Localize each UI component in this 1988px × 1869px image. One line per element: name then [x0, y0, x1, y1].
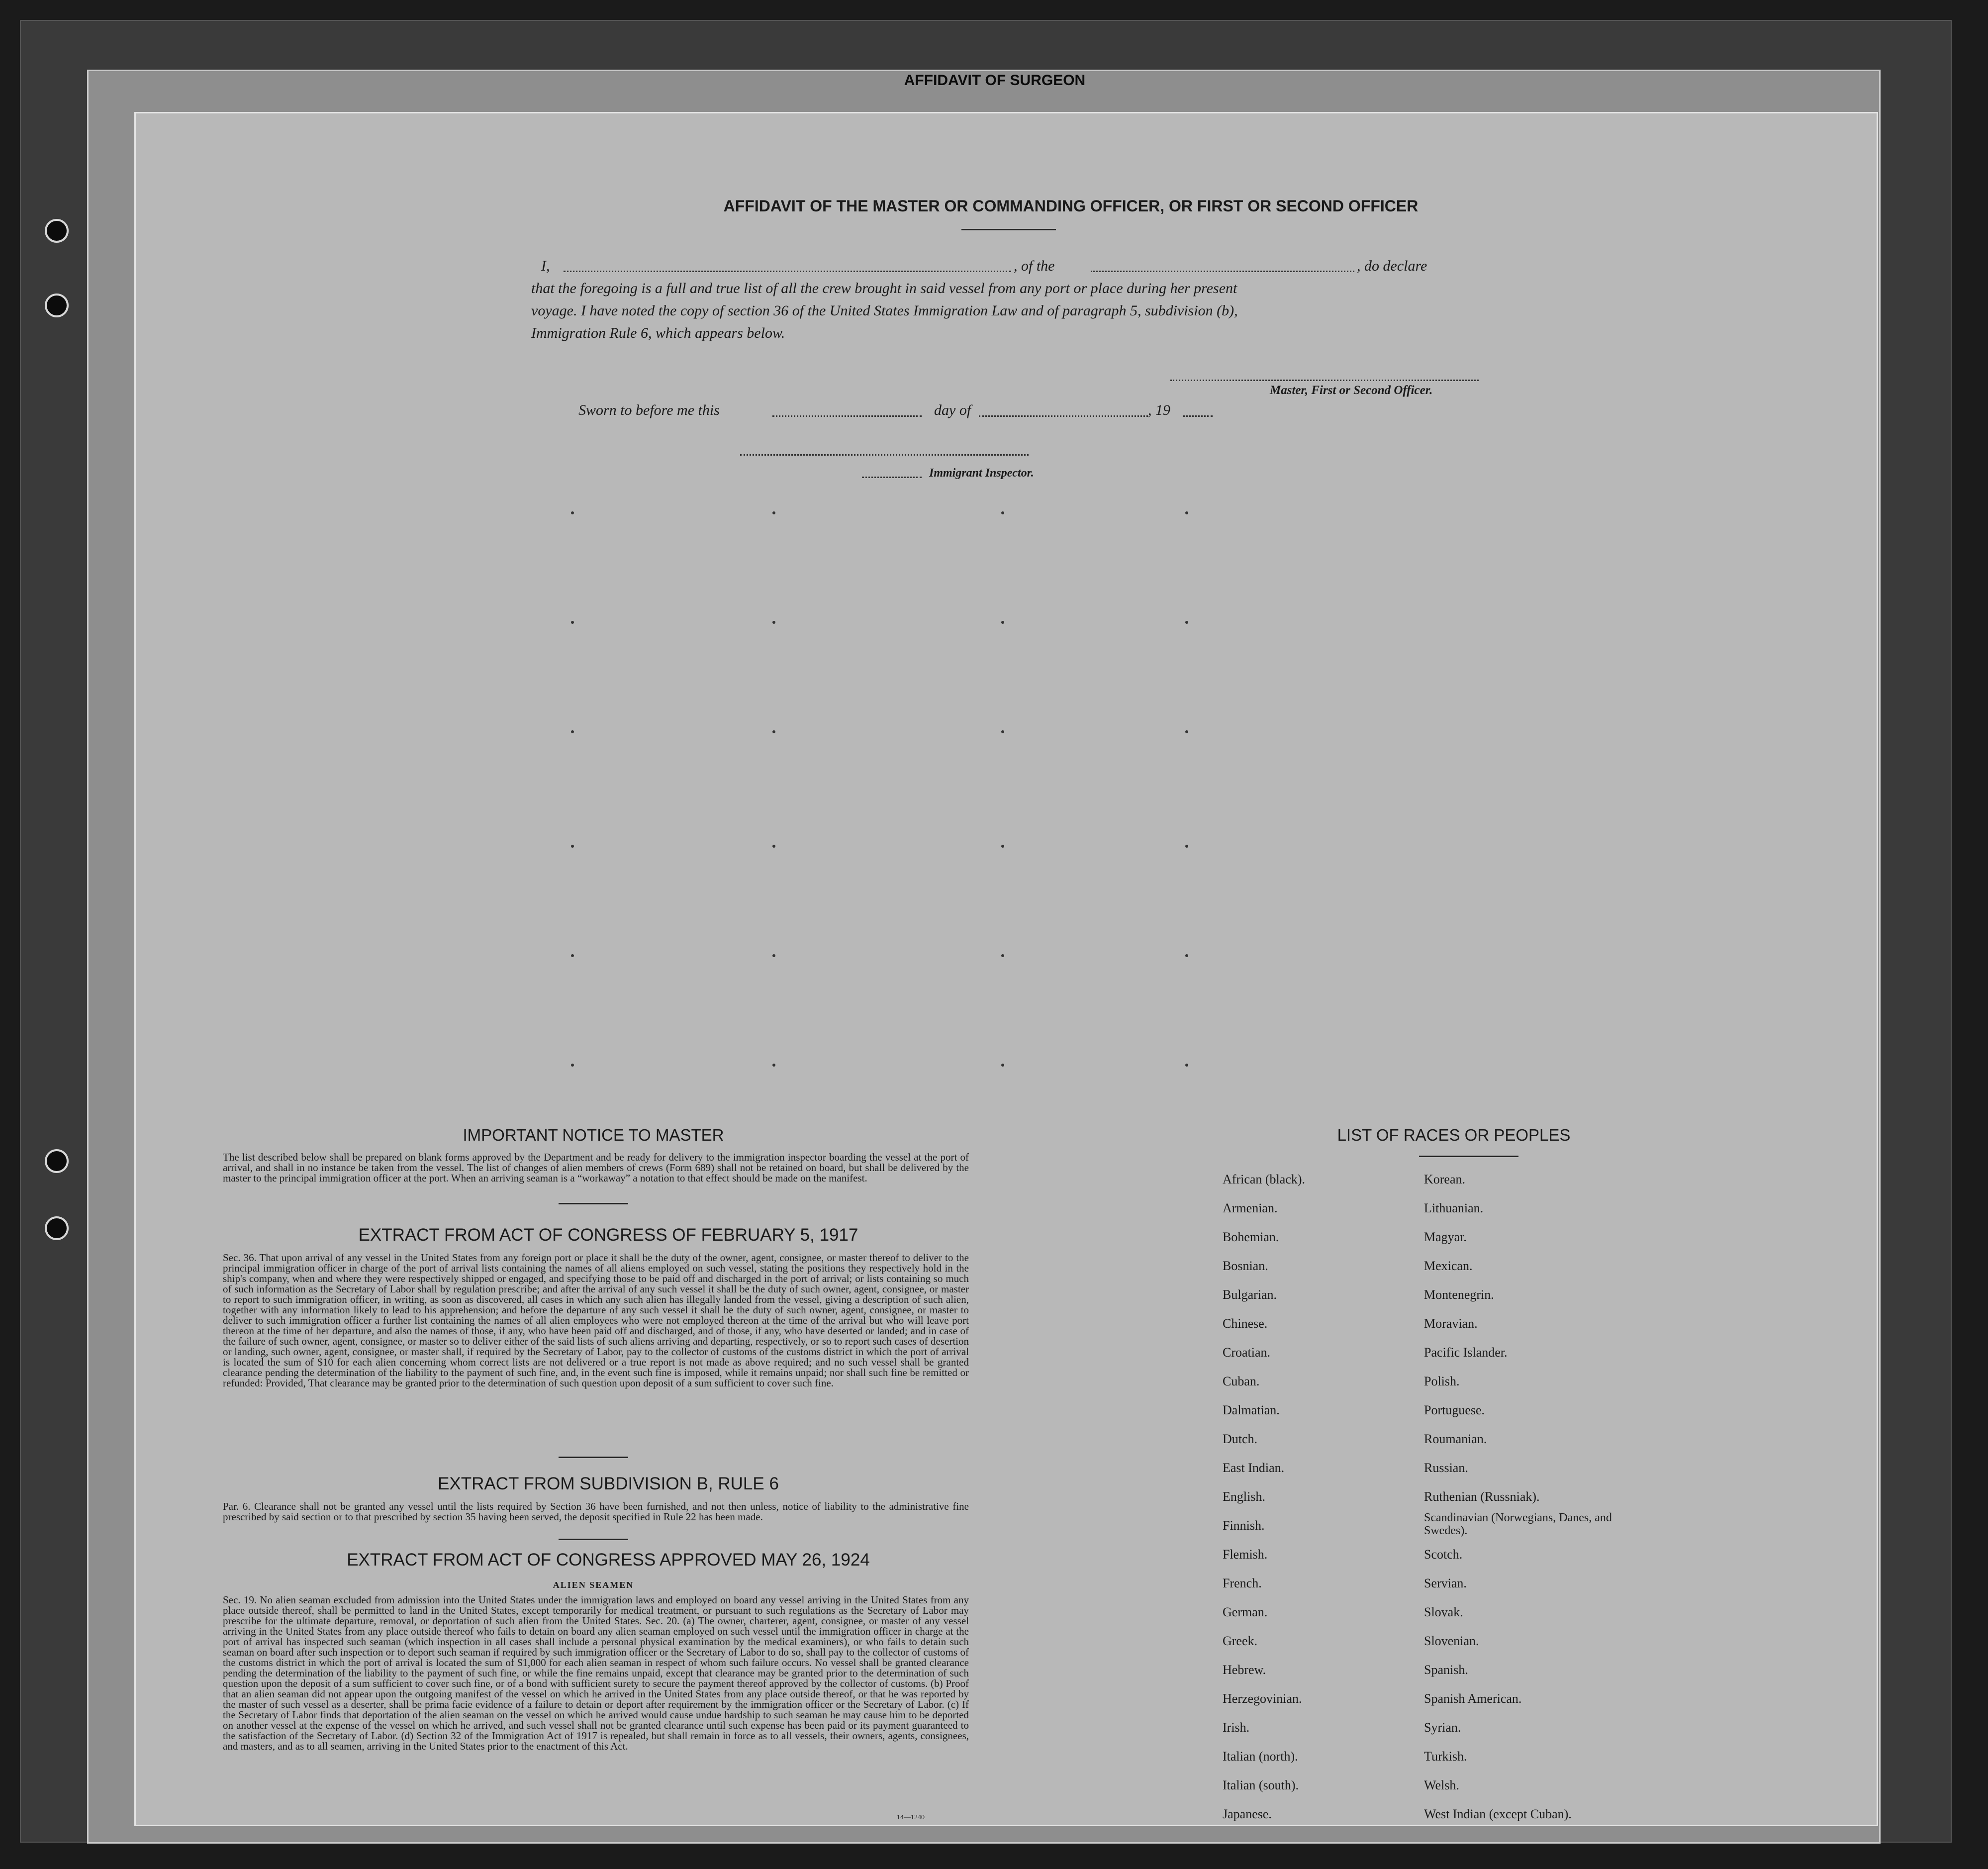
inspector-signature-label: Immigrant Inspector. — [929, 467, 1034, 480]
race-item: Servian. — [1424, 1576, 1467, 1590]
race-item: Cuban. — [1223, 1374, 1260, 1388]
race-item: Pacific Islander. — [1424, 1345, 1508, 1360]
extract-rule6-title: EXTRACT FROM SUBDIVISION B, RULE 6 — [438, 1474, 779, 1493]
race-item: East Indian. — [1223, 1461, 1285, 1475]
race-item: Italian (south). — [1223, 1778, 1299, 1792]
race-item: Roumanian. — [1424, 1432, 1487, 1446]
extract-1917-title: EXTRACT FROM ACT OF CONGRESS OF FEBRUARY 5, 1917 — [358, 1225, 858, 1245]
punch-hole — [45, 1149, 69, 1173]
extract-1924-body: Sec. 19. No alien seaman excluded from admission into the United States under the immigration laws and employed on board any vessel arriving in the United States from any place outside thereof, shall be permitted to land in the United States, except temporarily for medical treatment, or pursuant to such regulations as the Secretary of Labor may prescribe for the ultimate departure, removal, or deportation of such alien from the United States. Sec. 20. (a) The owner, charterer, agent, consignee, or master of any vessel arriving in the United States from any place outside thereof who fails to detain on board any alien seaman employed on such vessel until the immigration officer in charge at the port of arrival has inspected such seaman (which inspection in all cases shall include a personal physical examination by the medical examiners), or who fails to detain such seaman on board after such inspection or to deport such seaman if required by such immigration officer or the Secretary of Labor to do so, shall pay to the collector of customs of the customs district in which the port of arrival is located the sum of $1,000 for each alien seaman in respect of whom such failure occurs. No vessel shall be granted clearance pending the determination of the liability to the payment of such fine, or while the fine remains unpaid, except that clearance may be granted prior to the determination of such question upon the deposit of a sum sufficient to cover such fine, or of a bond with sufficient surety to secure the payment thereof approved by the collector of customs. (b) Proof that an alien seaman did not appear upon the outgoing manifest of the vessel on which he arrived in the United States from any place outside thereof, or that he was reported by the master of such vessel as a deserter, shall be prima facie evidence of a failure to detain or deport after requirement by the immigration officer or the Secretary of Labor. (c) If the Secretary of Labor finds that deportation of the alien seaman on the vessel on which he arrived would cause undue hardship to such seaman he may cause him to be deported on another vessel at the expense of the vessel on which he arrived, and such vessel shall not be granted clearance until such expense has been paid or its payment guaranteed to the satisfaction of the Secretary of Labor. (d) Section 32 of the Immigration Act of 1917 is repealed, but shall remain in force as to all vessels, their owners, agents, consignees, and masters, and as to all seamen, arriving in the United States prior to the enactment of this Act. — [223, 1594, 969, 1752]
race-item: Slovak. — [1424, 1605, 1463, 1619]
vessel-label: , of the — [1014, 258, 1055, 274]
race-item: Greek. — [1223, 1634, 1258, 1648]
divider — [559, 1457, 628, 1458]
race-item: Russian. — [1424, 1461, 1468, 1475]
punch-hole — [45, 294, 69, 317]
form-page — [134, 112, 1878, 1826]
race-item: Flemish. — [1223, 1547, 1268, 1562]
race-item: Slovenian. — [1424, 1634, 1479, 1648]
race-item: Montenegrin. — [1424, 1287, 1494, 1302]
affidavit-line-2: that the foregoing is a full and true list of all the crew brought in said vessel from any port or place during her present — [531, 280, 1237, 296]
race-item: Spanish. — [1424, 1663, 1468, 1677]
race-item: Welsh. — [1424, 1778, 1459, 1792]
vessel-name-field[interactable] — [1091, 271, 1354, 272]
sworn-month-field[interactable] — [979, 415, 1148, 417]
race-item: African (black). — [1223, 1172, 1306, 1186]
race-item: English. — [1223, 1489, 1265, 1504]
race-item: Syrian. — [1424, 1720, 1461, 1735]
day-of-label: day of — [934, 402, 971, 418]
race-item: Moravian. — [1424, 1316, 1478, 1331]
race-item: Italian (north). — [1223, 1749, 1298, 1764]
races-title-rule — [1419, 1156, 1518, 1157]
race-item: Polish. — [1424, 1374, 1460, 1388]
race-item: Irish. — [1223, 1720, 1250, 1735]
extract-1917-body: Sec. 36. That upon arrival of any vessel in the United States from any foreign port or place it shall be the duty of the owner, agent, consignee, or master thereof to deliver to the principal immigration officer in charge of the port of arrival lists containing the names of all aliens employed on such vessel, stating the positions they respectively hold in the ship's company, when and where they were respectively shipped or engaged, and specifying those to be paid off and discharged in the port of arrival; or lists containing so much of such information as the Secretary of Labor shall by regulation prescribe; and after the arrival of any such vessel it shall be the duty of such owner, agent, consignee, or master to report to such immigration officer, in writing, as soon as discovered, all cases in which any such alien has illegally landed from the vessel, giving a description of such alien, together with any information likely to lead to his apprehension; and before the departure of any such vessel it shall be the duty of such owner, agent, consignee, or master to deliver to such immigration officer a further list containing the names of all alien employees who were not employed thereon at the time of the arrival but who will leave port thereon at the time of her departure, and also the names of those, if any, who have been paid off and discharged, and of those, if any, who have deserted or landed; and in case of the failure of such owner, agent, consignee, or master so to deliver either of the said lists of such aliens arriving and departing, respectively, or so to report such cases of desertion or landing, such owner, agent, consignee, or master shall, if required by the Secretary of Labor, pay to the collector of customs of the customs district in which the port of arrival is located the sum of $10 for each alien concerning whom correct lists are not delivered or a true report is not made as above required; and no such vessel shall be granted clearance pending the determination of the liability to the payment of such fine, and, in the event such fine is imposed, while it remains unpaid; nor shall such fine be remitted or refunded: Provided, That clearance may be granted prior to the determination of such question upon deposit of a sum sufficient to cover such fine. — [223, 1252, 969, 1389]
race-item: Bohemian. — [1223, 1230, 1279, 1244]
race-item: West Indian (except Cuban). — [1424, 1807, 1572, 1821]
sworn-day-field[interactable] — [772, 415, 922, 417]
race-item: Finnish. — [1223, 1518, 1265, 1533]
race-item: Turkish. — [1424, 1749, 1467, 1764]
race-item: Portuguese. — [1424, 1403, 1485, 1417]
race-item: German. — [1223, 1605, 1268, 1619]
notice-body: The list described below shall be prepared on blank forms approved by the Department and be ready for delivery to the immigration inspector boarding the vessel at the port of arrival, and shall in no instance be taken from the vessel. The list of changes of alien members of crews (Form 689) shall not be retained on board, but shall be delivered by the master to the principal immigration officer at the port. When an arriving seaman is a “workaway” a notation to that effect should be made on the manifest. — [223, 1151, 969, 1184]
race-item: Korean. — [1424, 1172, 1466, 1186]
race-item: Armenian. — [1223, 1201, 1278, 1215]
race-item: Chinese. — [1223, 1316, 1268, 1331]
race-item: Lithuanian. — [1424, 1201, 1484, 1215]
race-item: Ruthenian (Russniak). — [1424, 1489, 1540, 1504]
race-item: Bulgarian. — [1223, 1287, 1277, 1302]
punch-hole — [45, 219, 69, 243]
declarant-label: I, — [541, 258, 550, 274]
punch-hole — [45, 1216, 69, 1240]
extract-1924-title: EXTRACT FROM ACT OF CONGRESS APPROVED MAY 26, 1924 — [347, 1550, 870, 1570]
race-item: Herzegovinian. — [1223, 1691, 1302, 1706]
divider — [559, 1203, 628, 1204]
declarant-name-field[interactable] — [564, 271, 1011, 272]
race-item: Spanish American. — [1424, 1691, 1522, 1706]
race-item: Magyar. — [1424, 1230, 1467, 1244]
master-signature-field[interactable] — [1170, 380, 1479, 381]
declare-label: , do declare — [1357, 258, 1427, 274]
affidavit-line-3: voyage. I have noted the copy of section 36 of the United States Immigration Law and of paragraph 5, subdivision (b), — [531, 302, 1238, 319]
affidavit-title: AFFIDAVIT OF THE MASTER OR COMMANDING OFFICER, OR FIRST OR SECOND OFFICER — [723, 197, 1419, 215]
back-page-header: AFFIDAVIT OF SURGEON — [904, 72, 1086, 89]
affidavit-line-4: Immigration Rule 6, which appears below. — [531, 325, 785, 341]
extract-rule6-body: Par. 6. Clearance shall not be granted any vessel until the lists required by Section 36 have been furnished, and not then unless, notice of liability to the administrative fine prescribed by said section or to that prescribed by section 35 having been served, the deposit specified in Rule 22 has been made. — [223, 1500, 969, 1523]
form-number: 14—1240 — [897, 1814, 925, 1821]
race-item: Bosnian. — [1223, 1259, 1268, 1273]
notice-title: IMPORTANT NOTICE TO MASTER — [463, 1126, 724, 1144]
divider — [559, 1539, 628, 1540]
race-item: Croatian. — [1223, 1345, 1271, 1360]
alien-seamen-subtitle: ALIEN SEAMEN — [553, 1580, 634, 1590]
sworn-year-field[interactable] — [1183, 415, 1213, 417]
master-signature-label: Master, First or Second Officer. — [1270, 384, 1433, 397]
inspector-dots — [862, 477, 922, 478]
race-item: Dalmatian. — [1223, 1403, 1280, 1417]
race-item: Japanese. — [1223, 1807, 1272, 1821]
race-item: Mexican. — [1424, 1259, 1473, 1273]
race-item: Hebrew. — [1223, 1663, 1266, 1677]
year-label: , 19 — [1148, 402, 1170, 418]
race-item: Scandinavian (Norwegians, Danes, and Swedes). — [1424, 1511, 1612, 1537]
race-item: French. — [1223, 1576, 1262, 1590]
race-item: Scotch. — [1424, 1547, 1463, 1562]
race-item: Dutch. — [1223, 1432, 1258, 1446]
title-rule — [961, 229, 1056, 230]
inspector-signature-field[interactable] — [740, 454, 1029, 456]
races-title: LIST OF RACES OR PEOPLES — [1337, 1126, 1571, 1144]
sworn-label: Sworn to before me this — [578, 402, 720, 418]
